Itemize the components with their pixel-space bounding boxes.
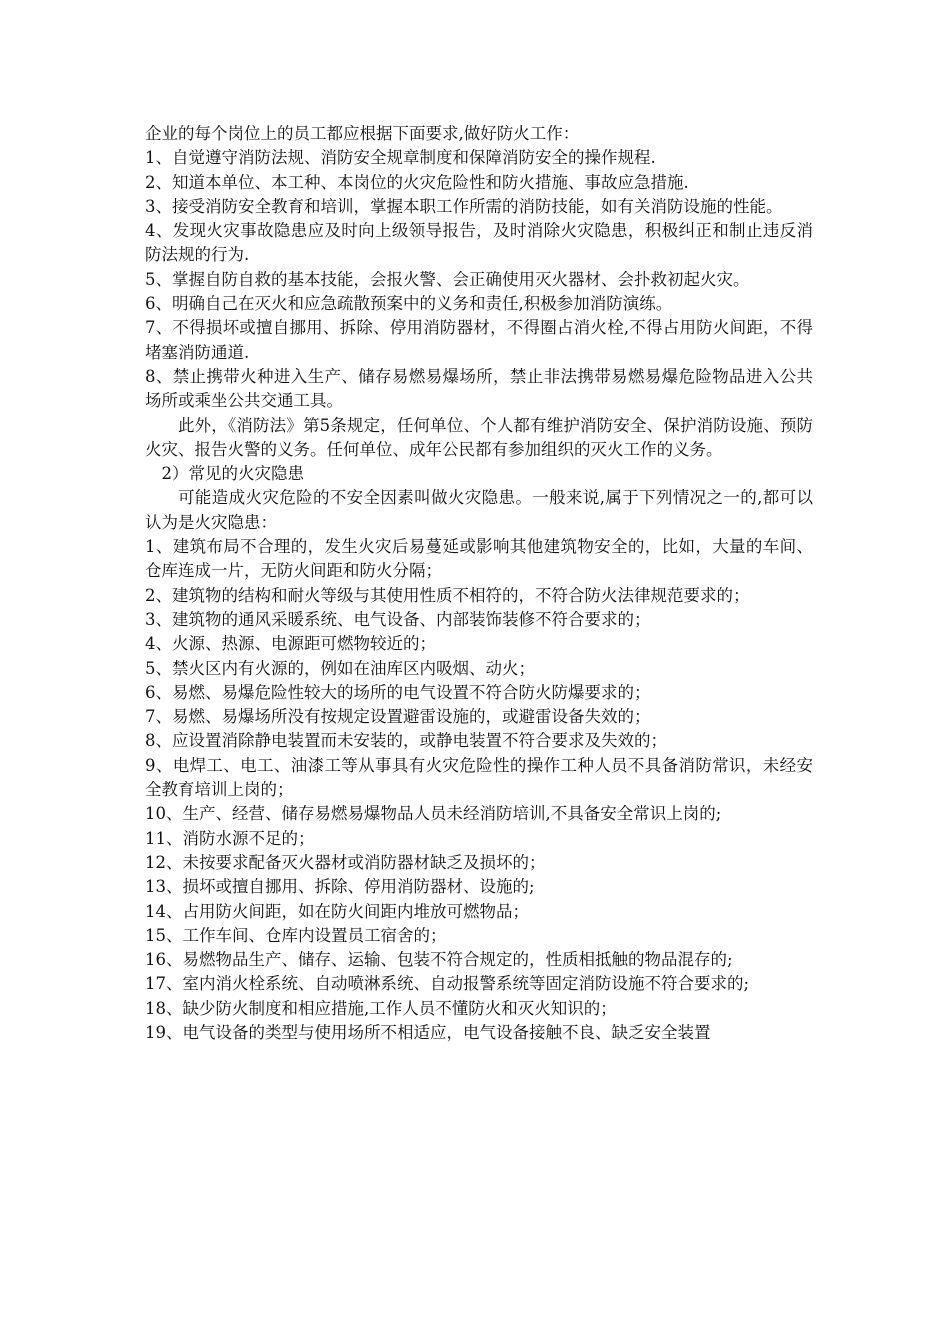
list-item: 17、室内消火栓系统、自动喷淋系统、自动报警系统等固定消防设施不符合要求的; <box>145 974 750 994</box>
list-item: 6、易燃、易爆危险性较大的场所的电气设置不符合防火防爆要求的； <box>145 682 651 702</box>
list-item: 18、缺少防火制度和相应措施,工作人员不懂防火和灭火知识的； <box>145 998 617 1018</box>
list-item: 7、易燃、易爆场所没有按规定设置避雷设施的，或避雷设备失效的； <box>145 707 651 727</box>
list-item: 4、发现火灾事故隐患应及时向上级领导报告，及时消除火灾隐患，积极纠正和制止违反消防法规的行为. <box>145 221 813 265</box>
list-item: 5、禁火区内有火源的，例如在油库区内吸烟、动火； <box>145 658 535 678</box>
list-item: 1、自觉遵守消防法规、消防安全规章制度和保障消防安全的操作规程. <box>145 148 656 168</box>
list-item: 6、明确自己在灭火和应急疏散预案中的义务和责任,积极参加消防演练。 <box>145 294 673 314</box>
list-item: 2、知道本单位、本工种、本岗位的火灾危险性和防火措施、事故应急措施. <box>145 172 689 192</box>
list-item: 1、建筑布局不合理的，发生火灾后易蔓延或影响其他建筑物安全的，比如，大量的车间、仓库连成一片，无防火间距和防火分隔； <box>145 537 813 581</box>
fire-law-paragraph: 此外，《消防法》第5条规定，任何单位、个人都有维护消防安全、保护消防设施、预防火灾、报告火警的义务。任何单位、成年公民都有参加组织的灭火工作的义务。 <box>145 415 813 459</box>
list-item: 9、电焊工、电工、油漆工等从事具有火灾危险性的操作工种人员不具备消防常识，未经安全教育培训上岗的； <box>145 755 813 800</box>
list-item: 14、占用防火间距，如在防火间距内堆放可燃物品； <box>145 901 529 921</box>
section-intro-paragraph: 可能造成火灾危险的不安全因素叫做火灾隐患。一般来说,属于下列情况之一的,都可以认为是火灾隐患： <box>145 488 813 532</box>
list-item: 10、生产、经营、储存易燃易爆物品人员未经消防培训,不具备安全常识上岗的; <box>145 804 722 824</box>
list-item: 4、火源、热源、电源距可燃物较近的； <box>145 634 436 654</box>
list-item: 19、电气设备的类型与使用场所不相适应，电气设备接触不良、缺乏安全装置 <box>145 1022 711 1042</box>
list-item: 7、不得损坏或擅自挪用、拆除、停用消防器材，不得圈占消火栓,不得占用防火间距，不得堵塞消防通道. <box>145 318 813 362</box>
list-item: 15、工作车间、仓库内设置员工宿舍的； <box>145 925 447 945</box>
list-item: 13、损坏或擅自挪用、拆除、停用消防器材、设施的; <box>145 877 535 897</box>
list-item: 3、建筑物的通风采暖系统、电气设备、内部装饰装修不符合要求的； <box>145 609 651 629</box>
list-item: 16、易燃物品生产、储存、运输、包装不符合规定的，性质相抵触的物品混存的; <box>145 950 733 970</box>
list-item: 11、消防水源不足的； <box>145 828 315 848</box>
list-item: 3、接受消防安全教育和培训，掌握本职工作所需的消防技能，如有关消防设施的性能。 <box>145 196 783 216</box>
list-item: 5、掌握自防自救的基本技能，会报火警、会正确使用灭火器材、会扑救初起火灾。 <box>145 269 750 289</box>
list-item: 8、应设置消除静电装置而未安装的，或静电装置不符合要求及失效的； <box>145 731 667 751</box>
intro-paragraph: 企业的每个岗位上的员工都应根据下面要求,做好防火工作： <box>145 124 580 143</box>
document-page <box>145 122 813 1045</box>
fire-hazards-list <box>145 535 813 1045</box>
employee-duties-list <box>145 146 813 413</box>
section-heading: 2）常见的火灾隐患 <box>161 464 304 484</box>
list-item: 12、未按要求配备灭火器材或消防器材缺乏及损坏的； <box>145 852 546 872</box>
list-item: 2、建筑物的结构和耐火等级与其使用性质不相符的，不符合防火法律规范要求的； <box>145 585 750 605</box>
list-item: 8、禁止携带火种进入生产、储存易燃易爆场所，禁止非法携带易燃易爆危险物品进入公共场所或乘坐公共交通工具。 <box>145 366 813 411</box>
